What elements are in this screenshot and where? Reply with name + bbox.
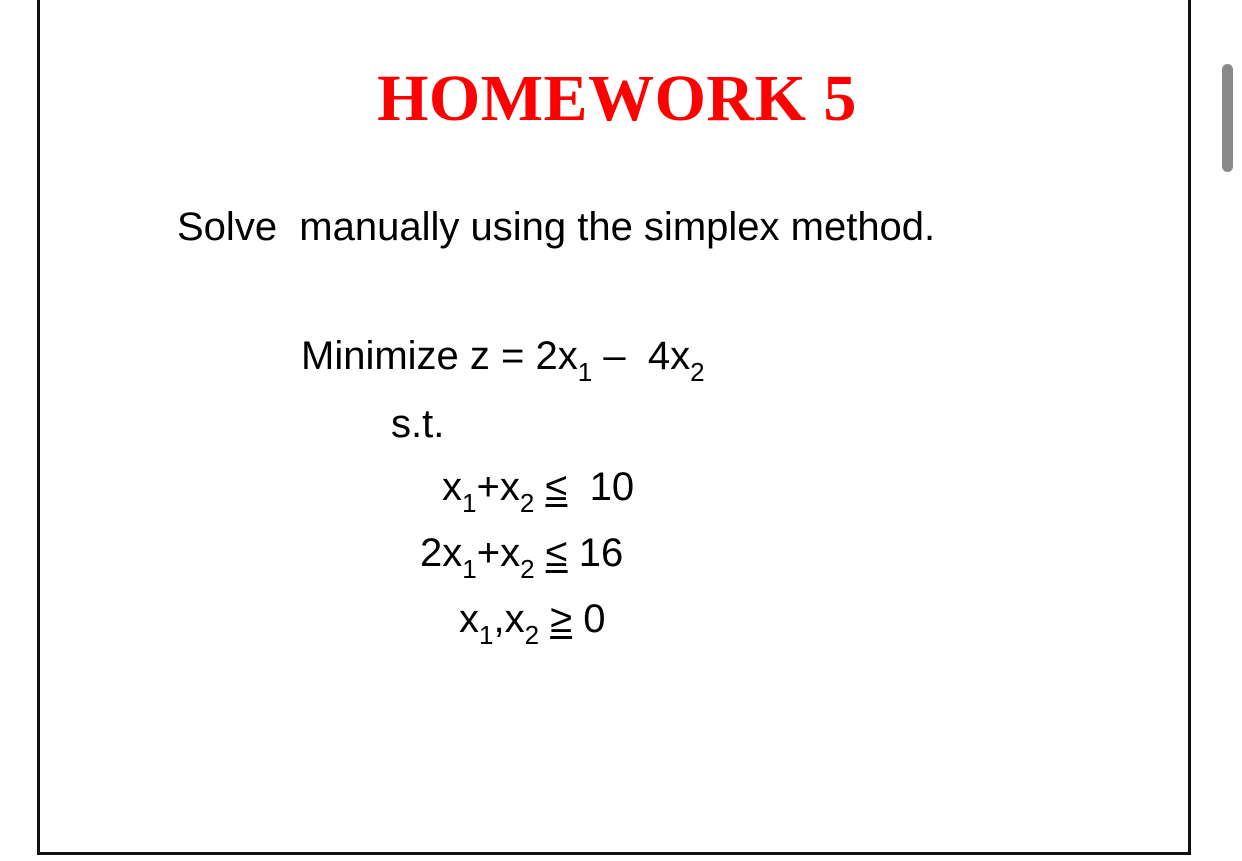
constraint-3-rhs: 0 [572, 597, 606, 641]
objective-function [301, 330, 705, 387]
constraint-1-term-a: x [442, 465, 462, 509]
constraint-1-term-b: +x [476, 465, 520, 509]
subject-to-label: s.t. [391, 402, 445, 446]
constraint-3-operator: ≥ [550, 597, 573, 641]
constraint-3-sub-a: 1 [479, 620, 494, 650]
constraint-3-term-a: x [459, 597, 479, 641]
constraint-3 [459, 593, 606, 650]
constraint-2 [420, 527, 624, 584]
constraint-2-rhs: 16 [567, 531, 624, 575]
objective-prefix: Minimize z = 2x [301, 334, 578, 378]
constraint-1-rhs: 10 [567, 465, 635, 509]
constraint-1-sub-b: 2 [519, 488, 535, 518]
constraint-1-operator: ≤ [545, 465, 568, 509]
constraint-2-term-a: 2x [420, 531, 463, 575]
homework-slide [37, 0, 1191, 855]
objective-mid: – 4x [603, 334, 691, 378]
constraint-2-term-b: +x [476, 531, 521, 575]
objective-subscript-2: 2 [690, 357, 705, 387]
vertical-scrollbar-thumb[interactable] [1222, 64, 1233, 172]
constraint-2-operator: ≤ [545, 531, 568, 575]
constraint-3-sub-b: 2 [524, 620, 540, 650]
constraint-3-term-b: ,x [493, 597, 525, 641]
constraint-1 [442, 461, 635, 518]
instruction-text: Solve manually using the simplex method. [177, 205, 936, 249]
constraint-2-sub-a: 1 [462, 554, 477, 584]
constraint-1-sub-a: 1 [462, 488, 477, 518]
constraint-2-sub-b: 2 [520, 554, 535, 584]
slide-title: HOMEWORK 5 [377, 62, 857, 135]
objective-subscript-1: 1 [577, 357, 593, 387]
